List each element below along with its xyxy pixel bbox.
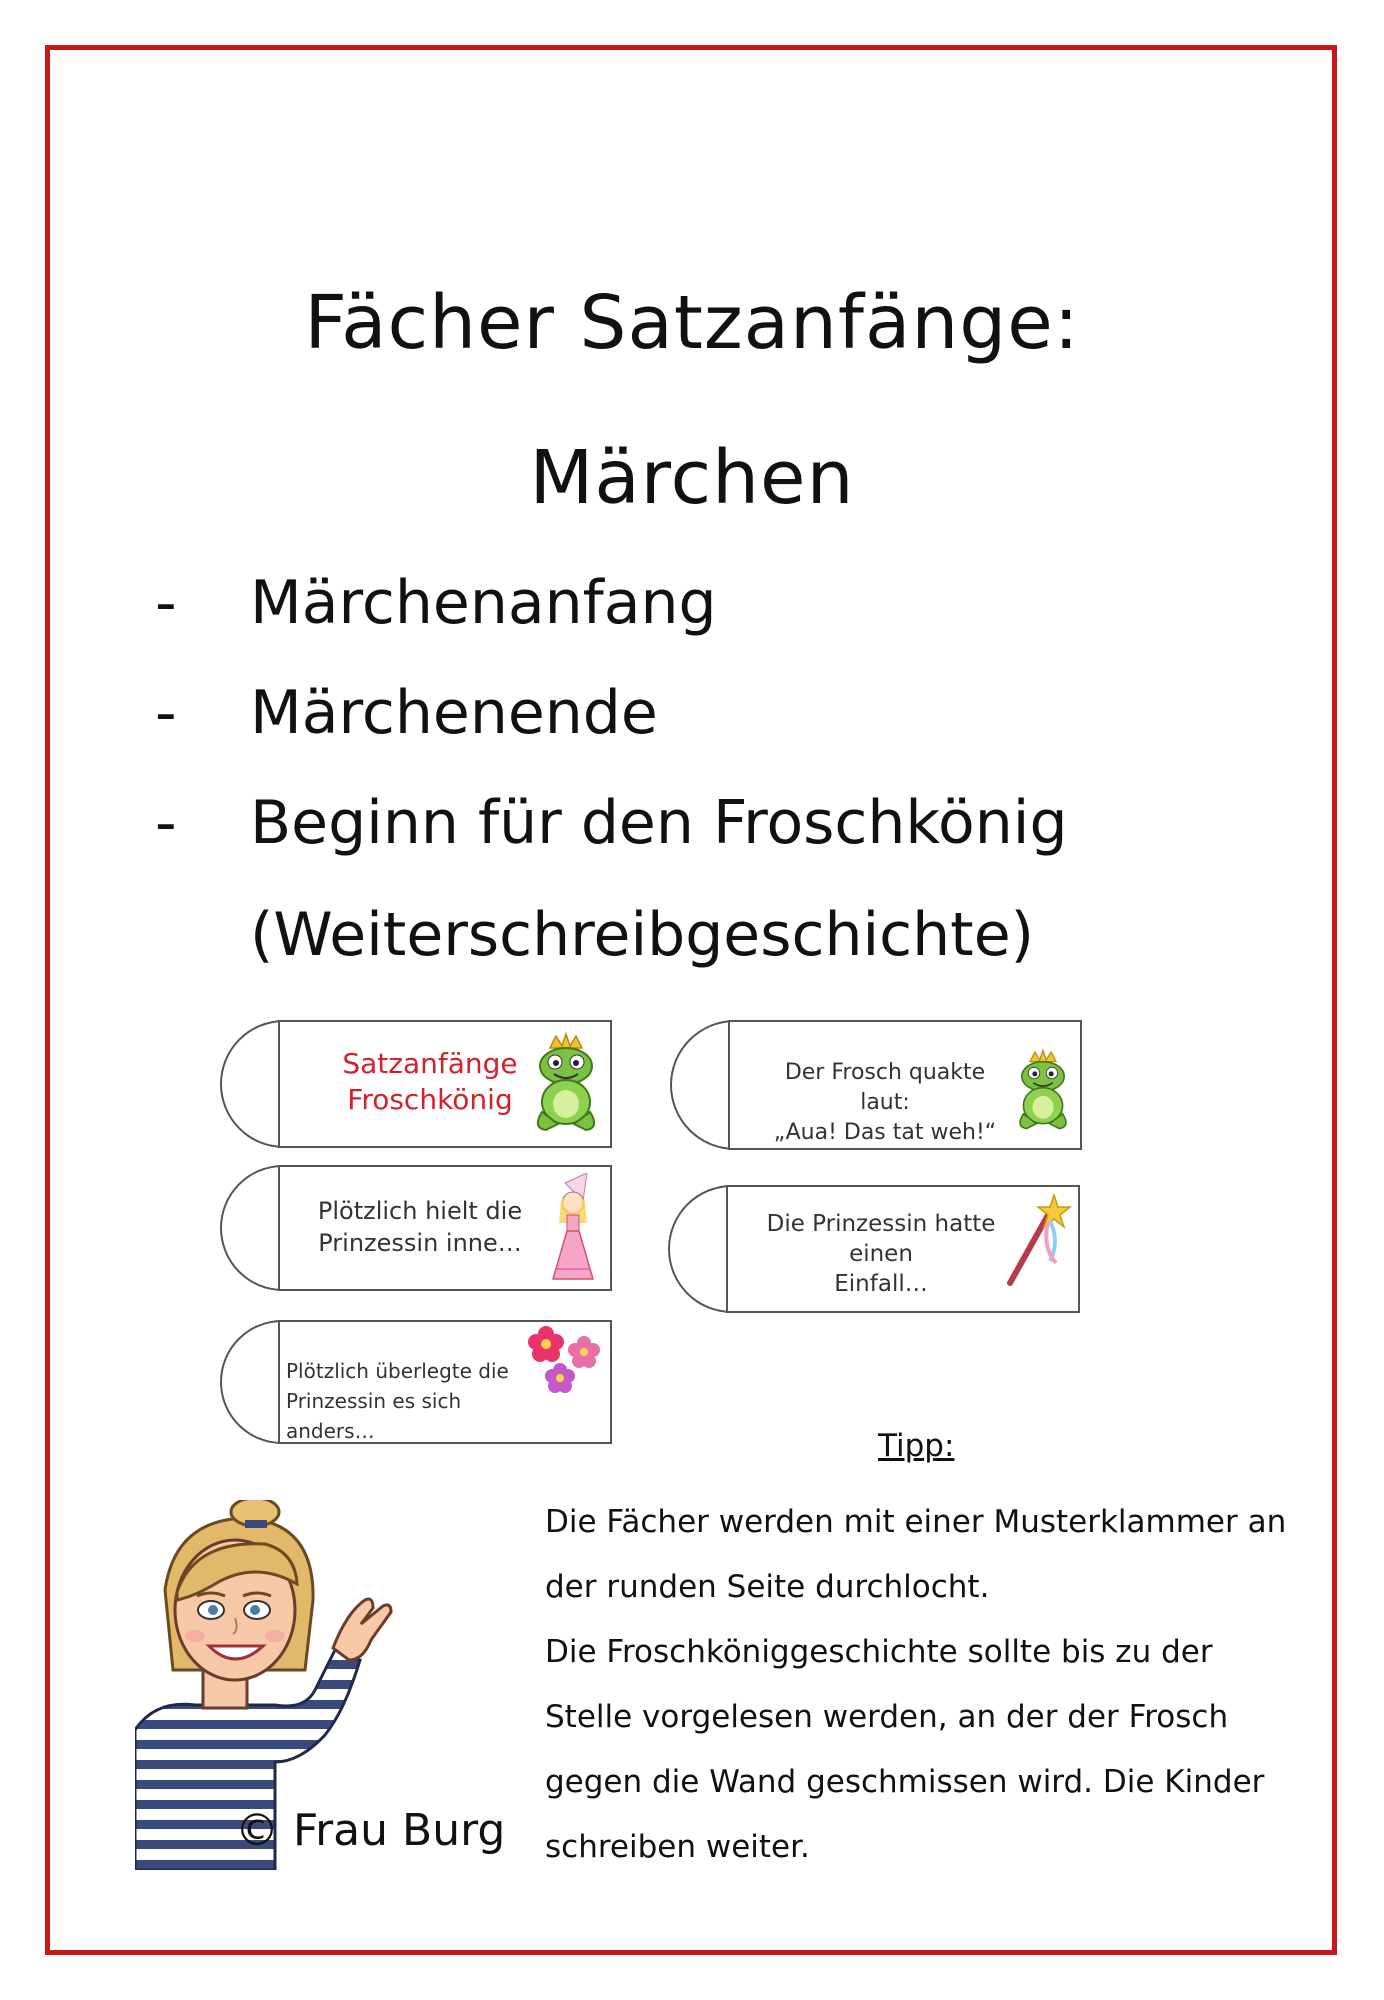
card-line: Froschkönig xyxy=(347,1083,513,1116)
tip-line: Die Fächer werden mit einer Musterklammer an xyxy=(545,1504,1287,1540)
bullet-item: - Beginn für den Froschkönig xyxy=(155,788,1068,858)
frog-king-icon xyxy=(528,1032,604,1136)
bullet-item: - Märchenende xyxy=(155,678,658,748)
fan-card xyxy=(220,1020,612,1148)
bullet-text: Beginn für den Froschkönig xyxy=(250,788,1068,858)
bullet-text: Märchenanfang xyxy=(250,568,717,638)
card-line: Einfall… xyxy=(834,1271,928,1297)
magic-wand-icon xyxy=(998,1191,1074,1291)
tip-heading: Tipp: xyxy=(878,1428,955,1464)
bullet-item: - Märchenanfang xyxy=(155,568,717,638)
card-line: Prinzessin es sich anders… xyxy=(286,1389,462,1443)
fan-card xyxy=(668,1185,1080,1313)
fan-card xyxy=(220,1320,612,1444)
tip-line: der runden Seite durchlocht. xyxy=(545,1569,990,1605)
fan-card xyxy=(220,1165,612,1291)
tip-line: Die Froschköniggeschichte sollte bis zu der xyxy=(545,1634,1213,1670)
princess-icon xyxy=(545,1173,603,1285)
bullet-continuation: (Weiterschreibgeschichte) xyxy=(250,900,1035,970)
flowers-icon xyxy=(526,1326,606,1396)
frog-king-icon xyxy=(1012,1046,1074,1136)
card-line: Prinzessin inne… xyxy=(318,1229,522,1257)
fan-card xyxy=(670,1020,1082,1150)
tip-line: Stelle vorgelesen werden, an der der Frosch xyxy=(545,1699,1229,1735)
tip-text xyxy=(545,1490,1305,1880)
card-line: „Aua! Das tat weh!“ xyxy=(773,1120,997,1145)
card-line: Plötzlich hielt die xyxy=(317,1197,523,1225)
card-line: Die Prinzessin hatte einen xyxy=(766,1211,996,1267)
bullet-text: Märchenende xyxy=(250,678,658,748)
tip-line: gegen die Wand geschmissen wird. Die Kinder xyxy=(545,1764,1265,1800)
tip-line: schreiben weiter. xyxy=(545,1829,810,1865)
card-line: Der Frosch quakte laut: xyxy=(784,1060,986,1115)
page-title: Fächer Satzanfänge: xyxy=(304,280,1080,366)
copyright-text: © Frau Burg xyxy=(235,1805,506,1856)
card-line: Plötzlich überlegte die xyxy=(286,1359,509,1383)
card-line: Satzanfänge xyxy=(342,1047,518,1080)
page-subtitle: Märchen xyxy=(529,435,855,521)
